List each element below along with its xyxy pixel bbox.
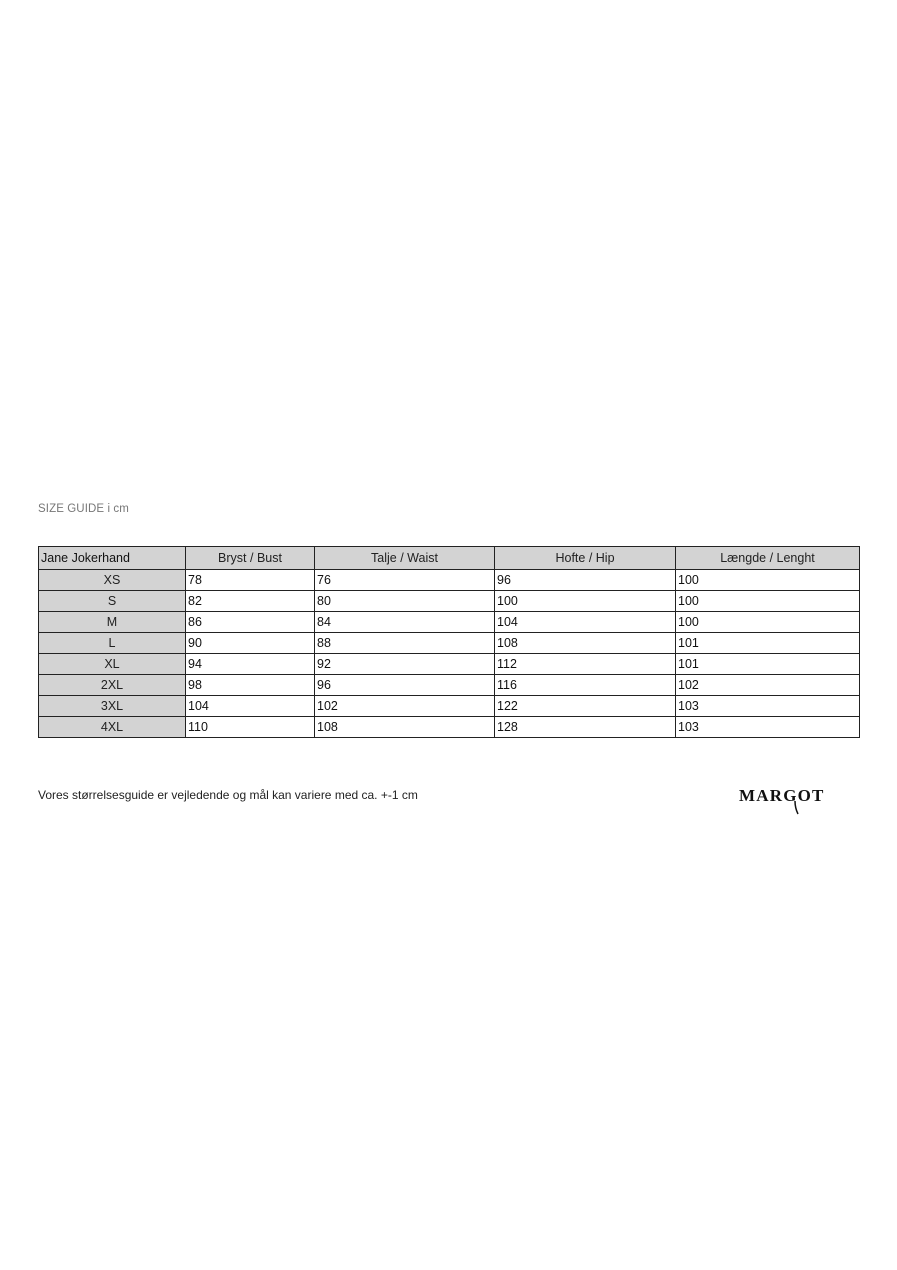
size-label: XS — [39, 570, 186, 591]
hip-value: 96 — [495, 570, 676, 591]
size-label: M — [39, 612, 186, 633]
bust-value: 90 — [186, 633, 315, 654]
length-value: 100 — [676, 591, 860, 612]
size-label: 2XL — [39, 675, 186, 696]
waist-value: 88 — [315, 633, 495, 654]
table-header-row — [39, 547, 860, 570]
length-value: 100 — [676, 570, 860, 591]
length-value: 103 — [676, 717, 860, 738]
waist-value: 102 — [315, 696, 495, 717]
column-header-product: Jane Jokerhand — [39, 547, 186, 570]
hip-value: 108 — [495, 633, 676, 654]
margot-wordmark-icon — [739, 784, 859, 818]
size-label: 4XL — [39, 717, 186, 738]
margot-logo — [739, 784, 859, 818]
waist-value: 108 — [315, 717, 495, 738]
size-label: XL — [39, 654, 186, 675]
bust-value: 94 — [186, 654, 315, 675]
table-row — [39, 570, 860, 591]
waist-value: 80 — [315, 591, 495, 612]
size-label: L — [39, 633, 186, 654]
column-header-length: Længde / Lenght — [676, 547, 860, 570]
bust-value: 82 — [186, 591, 315, 612]
bust-value: 104 — [186, 696, 315, 717]
hip-value: 128 — [495, 717, 676, 738]
hip-value: 122 — [495, 696, 676, 717]
table-row — [39, 654, 860, 675]
size-label: 3XL — [39, 696, 186, 717]
length-value: 103 — [676, 696, 860, 717]
table-row — [39, 696, 860, 717]
table-row — [39, 612, 860, 633]
logo-wordmark: MARGOT — [739, 786, 825, 805]
length-value: 101 — [676, 654, 860, 675]
hip-value: 116 — [495, 675, 676, 696]
length-value: 100 — [676, 612, 860, 633]
bust-value: 98 — [186, 675, 315, 696]
waist-value: 84 — [315, 612, 495, 633]
table-row — [39, 633, 860, 654]
table-row — [39, 591, 860, 612]
bust-value: 78 — [186, 570, 315, 591]
length-value: 101 — [676, 633, 860, 654]
size-guide-title: SIZE GUIDE i cm — [38, 503, 129, 515]
waist-value: 92 — [315, 654, 495, 675]
table-row — [39, 675, 860, 696]
size-table — [38, 546, 860, 738]
hip-value: 104 — [495, 612, 676, 633]
hip-value: 100 — [495, 591, 676, 612]
waist-value: 96 — [315, 675, 495, 696]
size-guide-note: Vores størrelsesguide er vejledende og mål kan variere med ca. +-1 cm — [38, 788, 418, 802]
bust-value: 110 — [186, 717, 315, 738]
bust-value: 86 — [186, 612, 315, 633]
hip-value: 112 — [495, 654, 676, 675]
waist-value: 76 — [315, 570, 495, 591]
size-label: S — [39, 591, 186, 612]
length-value: 102 — [676, 675, 860, 696]
column-header-bust: Bryst / Bust — [186, 547, 315, 570]
column-header-waist: Talje / Waist — [315, 547, 495, 570]
column-header-hip: Hofte / Hip — [495, 547, 676, 570]
table-row — [39, 717, 860, 738]
